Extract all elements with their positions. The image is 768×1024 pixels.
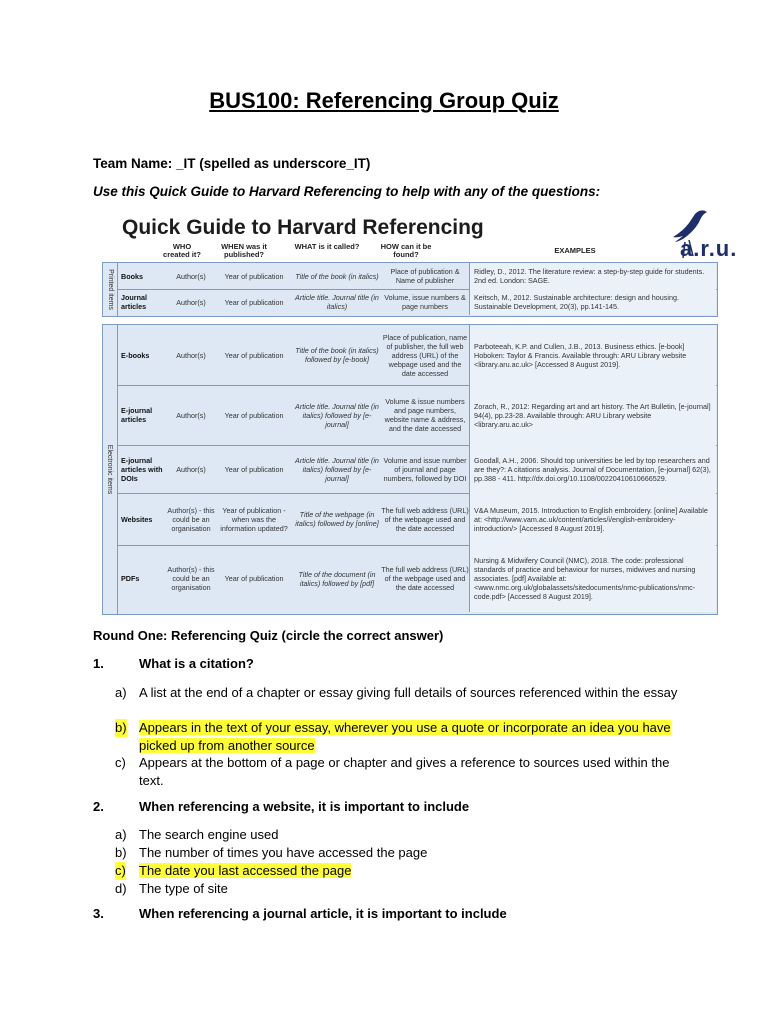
option-text: The date you last accessed the page bbox=[139, 863, 352, 878]
guide-cell-type: PDFs bbox=[121, 574, 140, 583]
option-text: Appears at the bottom of a page or chapter and gives a reference to sources used within the text. bbox=[139, 755, 670, 788]
guide-cell-example: Parboteeah, K.P. and Cullen, J.B., 2013. Business ethics. [e-book] Hoboken: Taylor & Francis. Available through: ARU Library website <library.aru.ac.uk> [Accessed 8 August 2019]. bbox=[469, 325, 716, 385]
guide-cell-when: Year of publication bbox=[224, 297, 284, 307]
electronic-row bbox=[117, 493, 717, 546]
option-label: b) bbox=[115, 720, 127, 735]
guide-cell-when: Year of publication - when was the information updated? bbox=[220, 505, 288, 533]
option-text: The search engine used bbox=[139, 827, 279, 842]
team-name-line: Team Name: _IT (spelled as underscore_IT) bbox=[93, 156, 371, 171]
answer-option[interactable] bbox=[115, 754, 695, 790]
electronic-row bbox=[117, 385, 717, 446]
guide-cell-when: Year of publication bbox=[224, 574, 284, 583]
electronic-row bbox=[117, 445, 717, 494]
page-title: BUS100: Referencing Group Quiz bbox=[209, 88, 559, 113]
guide-cell-example: Ridley, D., 2012. The literature review: a step-by-step guide for students. 2nd ed. London: SAGE. bbox=[469, 263, 716, 289]
electronic-items-block bbox=[102, 324, 718, 615]
electronic-items-label: Electronic items bbox=[103, 325, 118, 614]
guide-cell-how: The full web address (URL) of the webpage used and the date accessed bbox=[381, 505, 469, 533]
guide-cell-type: Journal articles bbox=[121, 293, 147, 311]
option-label: d) bbox=[115, 881, 127, 896]
question-text: What is a citation? bbox=[139, 656, 254, 671]
col-head-who: WHO created it? bbox=[163, 242, 201, 259]
printed-row bbox=[117, 289, 717, 315]
guide-cell-how: Volume and issue number of journal and page numbers, followed by DOI bbox=[383, 455, 467, 483]
guide-cell-how: Volume & issue numbers and page numbers, website name & address, and the date accessed bbox=[384, 397, 466, 433]
guide-cell-who: Author(s) bbox=[176, 350, 206, 360]
option-text: A list at the end of a chapter or essay giving full details of sources referenced within the essay bbox=[139, 685, 678, 700]
guide-cell-type: E-journal articles bbox=[121, 406, 153, 424]
guide-cell-who: Author(s) bbox=[176, 410, 206, 420]
option-label: a) bbox=[115, 685, 127, 700]
guide-cell-who: Author(s) - this could be an organisation bbox=[167, 505, 215, 533]
electronic-row bbox=[117, 545, 717, 612]
question-number: 1. bbox=[93, 656, 104, 671]
option-label: a) bbox=[115, 827, 127, 842]
guide-cell-how: Place of publication, name of publisher, the full web address (URL) of the webpage used and the date accessed bbox=[382, 332, 468, 378]
col-head-examples: EXAMPLES bbox=[554, 246, 596, 255]
answer-option[interactable] bbox=[115, 844, 695, 862]
col-head-what: WHAT is it called? bbox=[294, 242, 360, 251]
instruction-line: Use this Quick Guide to Harvard Referencing to help with any of the questions: bbox=[93, 184, 601, 199]
guide-cell-example: V&A Museum, 2015. Introduction to English embroidery. [online] Available at: <http://www.vam.ac.uk/content/articles/i/english-embroidery-introduction/> [Accessed 8 August 2019]. bbox=[469, 493, 716, 545]
guide-cell-example: Zorach, R., 2012: Regarding art and art history. The Art Bulletin, [e-journal] 94(4), pp.23-28. Available through: ARU Library website <library.aru.ac.uk> bbox=[469, 385, 716, 445]
round-heading: Round One: Referencing Quiz (circle the correct answer) bbox=[93, 628, 444, 643]
question-text: When referencing a journal article, it is important to include bbox=[139, 906, 507, 921]
guide-cell-what: Title of the webpage (in italics) followed by [online] bbox=[295, 510, 379, 528]
option-label: c) bbox=[115, 863, 126, 878]
guide-cell-who: Author(s) - this could be an organisation bbox=[167, 565, 215, 592]
guide-cell-how: The full web address (URL) of the webpage used and the date accessed bbox=[381, 565, 469, 592]
aru-logo-text: a.r.u. bbox=[680, 236, 738, 261]
answer-option[interactable] bbox=[115, 719, 695, 755]
question-number: 2. bbox=[93, 799, 104, 814]
col-head-when: WHEN was it published? bbox=[221, 242, 267, 259]
guide-cell-what: Title of the book (in italics) followed by [e-book] bbox=[295, 346, 379, 364]
guide-cell-type: Websites bbox=[121, 514, 153, 524]
quick-guide-figure bbox=[100, 206, 740, 616]
guide-cell-what: Article title. Journal title (in italics) followed by [e-journal] bbox=[295, 455, 379, 483]
option-text: The number of times you have accessed the page bbox=[139, 845, 428, 860]
guide-title: Quick Guide to Harvard Referencing bbox=[122, 216, 484, 239]
guide-cell-type: E-journal articles with DOIs bbox=[121, 455, 163, 483]
option-text: The type of site bbox=[139, 881, 228, 896]
electronic-row bbox=[117, 325, 717, 386]
guide-cell-who: Author(s) bbox=[176, 297, 206, 307]
guide-cell-when: Year of publication bbox=[224, 271, 284, 281]
question-text: When referencing a website, it is important to include bbox=[139, 799, 470, 814]
guide-cell-example: Goodall, A.H., 2006. Should top universities be led by top researchers and are they?: A citations analysis. Journal of Documentation, [e-journal] 62(3), pp.388 - 411. http://dx.doi.org/10.1108/00220410610666529. bbox=[469, 445, 716, 493]
printed-items-label: Printed items bbox=[103, 263, 118, 316]
question-number: 3. bbox=[93, 906, 104, 921]
guide-cell-when: Year of publication bbox=[224, 464, 284, 474]
guide-cell-how: Place of publication & Name of publisher bbox=[390, 267, 460, 285]
guide-cell-type: Books bbox=[121, 271, 143, 281]
option-label: c) bbox=[115, 755, 126, 770]
col-head-how: HOW can it be found? bbox=[380, 242, 432, 259]
guide-cell-what: Title of the document (in italics) followed by [pdf] bbox=[298, 569, 376, 588]
answer-option[interactable] bbox=[115, 826, 695, 844]
guide-cell-when: Year of publication bbox=[224, 410, 284, 420]
printed-items-block bbox=[102, 262, 718, 317]
option-text: Appears in the text of your essay, wherever you use a quote or incorporate an idea you have picked up from another source bbox=[139, 720, 671, 753]
option-label: b) bbox=[115, 845, 127, 860]
guide-cell-when: Year of publication bbox=[224, 350, 284, 360]
guide-cell-example: Keitsch, M., 2012. Sustainable architecture: design and housing. Sustainable Development, 20(3), pp.141-145. bbox=[469, 289, 716, 315]
guide-cell-how: Volume, issue numbers & page numbers bbox=[384, 293, 466, 311]
guide-cell-who: Author(s) bbox=[176, 464, 206, 474]
printed-row bbox=[117, 263, 717, 290]
answer-option[interactable] bbox=[115, 862, 695, 880]
guide-cell-example: Nursing & Midwifery Council (NMC), 2018. The code: professional standards of practice and behaviour for nurses, midwives and nursing associates. [pdf] Available at: <www.nmc.org.uk/globalassets/sitedocuments/nmc-publications/nmc-code.pdf> [Accessed 8 August 2019]. bbox=[469, 545, 716, 612]
guide-cell-what: Article title. Journal title (in italics) bbox=[295, 293, 379, 311]
guide-cell-what: Title of the book (in italics) bbox=[295, 271, 379, 281]
answer-option[interactable] bbox=[115, 684, 695, 720]
guide-cell-what: Article title. Journal title (in italics) followed by [e-journal] bbox=[295, 401, 379, 429]
answer-option[interactable] bbox=[115, 880, 695, 898]
guide-cell-type: E-books bbox=[121, 350, 150, 360]
guide-cell-who: Author(s) bbox=[176, 271, 206, 281]
